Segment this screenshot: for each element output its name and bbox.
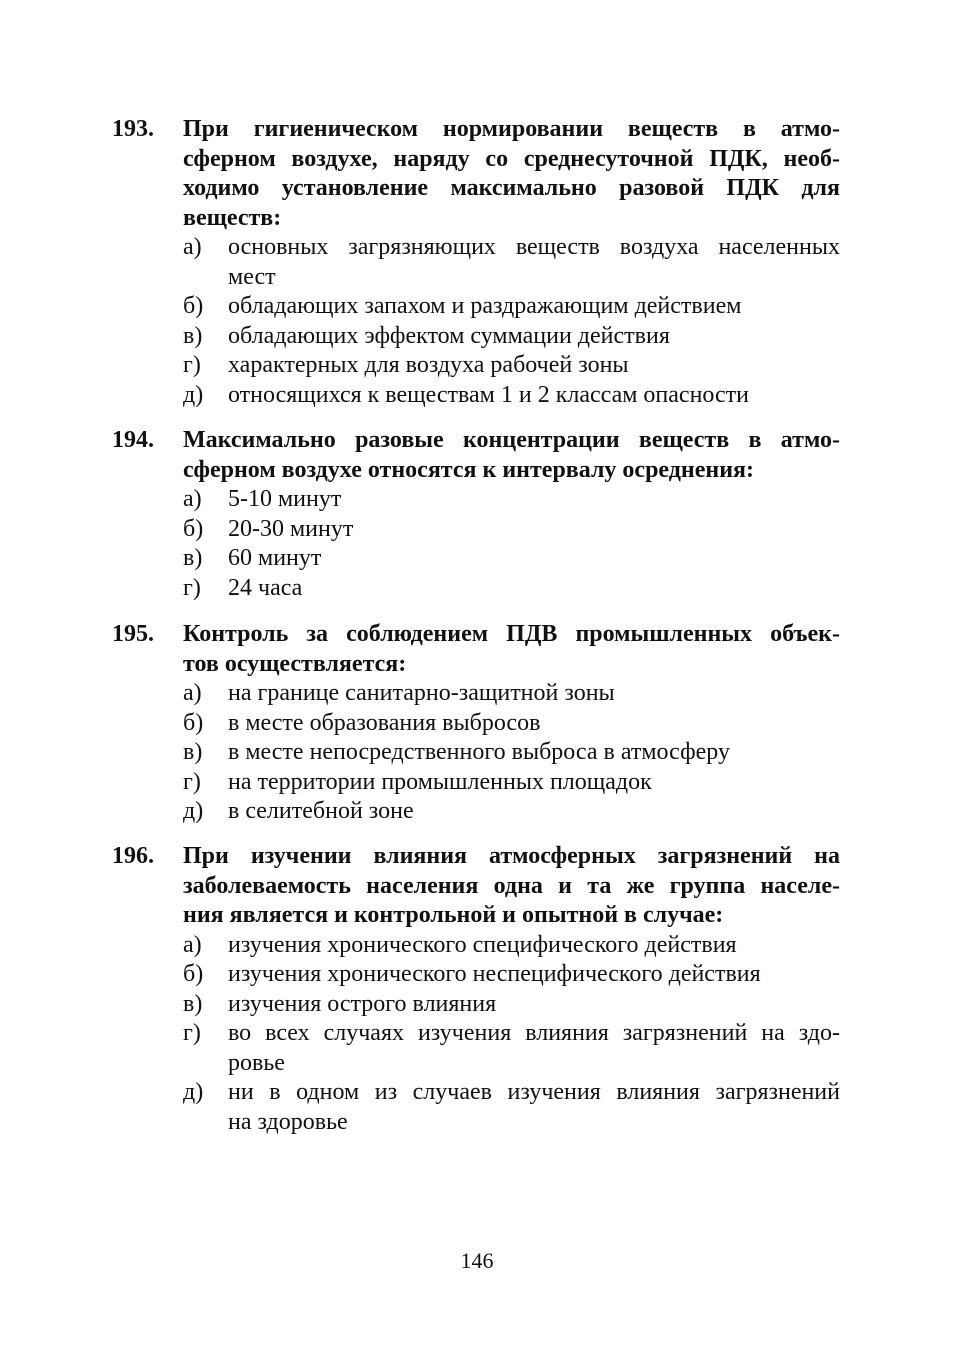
answer-options xyxy=(183,233,840,410)
option-text xyxy=(228,1019,840,1078)
question-text-line: Максимально разовые концентрации веществ в атмо- xyxy=(183,427,840,453)
option-letter: д) xyxy=(183,381,204,408)
question-text-line: При гигиеническом нормировании веществ в атмо- xyxy=(183,116,840,142)
question-193 xyxy=(112,115,840,410)
option-letter: а) xyxy=(183,234,202,260)
option-text: обладающих эффектом суммации действия xyxy=(228,322,670,349)
answer-option xyxy=(183,768,840,798)
question-stem xyxy=(112,842,840,931)
option-letter: в) xyxy=(183,739,203,765)
option-text-line: мест xyxy=(228,263,276,290)
question-text-line: веществ: xyxy=(183,204,282,231)
question-text-line: сферном воздухе, наряду со среднесуточной ПДК, необ- xyxy=(183,145,840,172)
option-text: изучения острого влияния xyxy=(228,990,497,1017)
answer-option xyxy=(183,233,840,292)
answer-option xyxy=(183,1078,840,1137)
page-number: 146 xyxy=(460,1248,494,1273)
option-letter: б) xyxy=(183,961,204,987)
option-text-line: на здоровье xyxy=(228,1108,348,1135)
option-letter: г) xyxy=(183,768,201,795)
option-letter: г) xyxy=(183,352,201,378)
option-text: на границе санитарно-защитной зоны xyxy=(228,680,615,706)
question-text-line: сферном воздухе относятся к интервалу осреднения: xyxy=(183,456,755,483)
option-text-line: основных загрязняющих веществ воздуха населенных xyxy=(228,234,840,260)
answer-option xyxy=(183,351,840,381)
option-text: обладающих запахом и раздражающим действием xyxy=(228,293,742,319)
question-text-line: При изучении влияния атмосферных загрязнений на xyxy=(183,843,840,869)
question-stem xyxy=(112,620,840,679)
question-text-line: тов осуществляется: xyxy=(183,650,407,677)
option-text-line: во всех случаях изучения влияния загрязнений на здо- xyxy=(228,1020,840,1046)
question-text xyxy=(183,115,840,233)
answer-option xyxy=(183,322,840,352)
option-text: в месте непосредственного выброса в атмосферу xyxy=(228,739,730,765)
question-stem xyxy=(112,115,840,233)
option-letter: в) xyxy=(183,545,203,571)
answer-option xyxy=(183,679,840,709)
answer-option xyxy=(183,990,840,1020)
answer-option xyxy=(183,544,840,574)
option-letter: б) xyxy=(183,293,204,319)
answer-option xyxy=(183,381,840,411)
question-text-line: заболеваемость населения одна и та же группа населе- xyxy=(183,872,840,899)
option-text: изучения хронического неспецифического действия xyxy=(228,961,761,987)
option-text-line: ни в одном из случаев изучения влияния загрязнений xyxy=(228,1079,840,1105)
question-number: 194. xyxy=(112,427,154,453)
question-stem xyxy=(112,426,840,485)
option-text: 5-10 минут xyxy=(228,486,342,512)
option-letter: д) xyxy=(183,798,204,824)
option-letter: а) xyxy=(183,680,202,706)
question-number: 193. xyxy=(112,116,154,142)
option-text: изучения хронического специфического действия xyxy=(228,931,737,958)
option-letter: б) xyxy=(183,515,204,542)
question-text xyxy=(183,426,840,485)
question-195 xyxy=(112,620,840,827)
option-letter: а) xyxy=(183,486,202,512)
answer-option xyxy=(183,485,840,515)
option-letter: в) xyxy=(183,990,203,1017)
option-letter: г) xyxy=(183,574,201,601)
option-letter: в) xyxy=(183,322,203,349)
answer-options xyxy=(183,931,840,1138)
question-194 xyxy=(112,426,840,603)
answer-option xyxy=(183,797,840,827)
answer-option xyxy=(183,960,840,990)
option-text: на территории промышленных площадок xyxy=(228,768,652,795)
question-text xyxy=(183,842,840,931)
answer-option xyxy=(183,709,840,739)
option-letter: г) xyxy=(183,1020,201,1046)
answer-option xyxy=(183,738,840,768)
option-text: характерных для воздуха рабочей зоны xyxy=(228,352,629,378)
answer-option xyxy=(183,515,840,545)
question-text-line: Контроль за соблюдением ПДВ промышленных объек- xyxy=(183,621,840,647)
question-196 xyxy=(112,842,840,1137)
answer-options xyxy=(183,485,840,603)
option-letter: а) xyxy=(183,931,202,958)
answer-option xyxy=(183,574,840,604)
answer-option xyxy=(183,931,840,961)
answer-options xyxy=(183,679,840,827)
option-letter: д) xyxy=(183,1079,204,1105)
option-letter: б) xyxy=(183,709,204,736)
answer-option xyxy=(183,292,840,322)
question-text-line: ния является и контрольной и опытной в случае: xyxy=(183,902,724,928)
option-text-line: ровье xyxy=(228,1049,285,1076)
question-number: 196. xyxy=(112,843,154,869)
option-text: 20-30 минут xyxy=(228,515,354,542)
option-text: 24 часа xyxy=(228,574,303,601)
option-text: в селитебной зоне xyxy=(228,798,414,824)
option-text: 60 минут xyxy=(228,545,322,571)
question-text xyxy=(183,620,840,679)
option-text xyxy=(228,1078,840,1137)
answer-option xyxy=(183,1019,840,1078)
question-number: 195. xyxy=(112,621,154,647)
question-text-line: ходимо установление максимально разовой ПДК для xyxy=(183,175,840,201)
option-text: относящихся к веществам 1 и 2 классам опасности xyxy=(228,381,750,408)
option-text xyxy=(228,233,840,292)
option-text: в месте образования выбросов xyxy=(228,709,541,736)
